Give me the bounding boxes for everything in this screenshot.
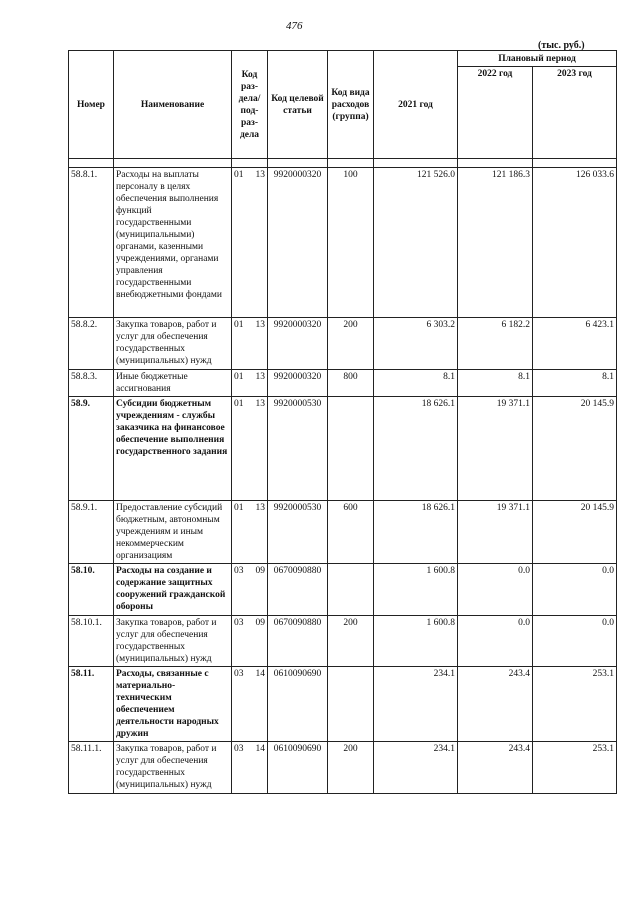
row-expense-type: 100 xyxy=(328,168,374,318)
header-name: Наименование xyxy=(114,51,232,159)
table-row xyxy=(69,501,617,564)
table-row xyxy=(69,564,617,616)
row-name: Предоставление субсидий бюджетным, автономным учреждениям и иным некоммерческим организациям xyxy=(114,501,232,564)
row-amount-2021: 121 526.0 xyxy=(374,168,458,318)
row-amount-2023: 253.1 xyxy=(533,742,617,794)
header-expense-type: Код вида расходов (группа) xyxy=(328,51,374,159)
row-amount-2022: 6 182.2 xyxy=(458,318,533,370)
row-section-code xyxy=(232,742,268,794)
row-target-code: 0610090690 xyxy=(268,667,328,742)
header-section: Код раз-дела/ под-раз-дела xyxy=(232,51,268,159)
section-code: 01 xyxy=(234,503,244,513)
table-row xyxy=(69,370,617,397)
row-expense-type: 800 xyxy=(328,370,374,397)
table-row xyxy=(69,168,617,318)
header-2023: 2023 год xyxy=(533,67,617,159)
row-amount-2023: 20 145.9 xyxy=(533,501,617,564)
row-number: 58.9.1. xyxy=(69,501,114,564)
row-section-code xyxy=(232,318,268,370)
row-expense-type xyxy=(328,397,374,501)
row-section-code xyxy=(232,667,268,742)
row-target-code: 9920000530 xyxy=(268,501,328,564)
row-amount-2021: 234.1 xyxy=(374,667,458,742)
page-number: 476 xyxy=(286,20,303,32)
section-code: 03 xyxy=(234,744,244,754)
row-amount-2023: 126 033.6 xyxy=(533,168,617,318)
row-amount-2023: 8.1 xyxy=(533,370,617,397)
row-amount-2022: 19 371.1 xyxy=(458,501,533,564)
table-row xyxy=(69,397,617,501)
row-section-code xyxy=(232,168,268,318)
subsection-code: 09 xyxy=(255,566,265,576)
subsection-code: 14 xyxy=(255,669,265,679)
row-section-code xyxy=(232,397,268,501)
table-spacer-row xyxy=(69,159,617,168)
section-code: 03 xyxy=(234,618,244,628)
row-number: 58.10. xyxy=(69,564,114,616)
row-expense-type: 600 xyxy=(328,501,374,564)
row-name: Субсидии бюджетным учреждениям - службы заказчика на финансовое обеспечение выполнения государственного задания xyxy=(114,397,232,501)
row-amount-2022: 0.0 xyxy=(458,564,533,616)
row-target-code: 0610090690 xyxy=(268,742,328,794)
row-number: 58.10.1. xyxy=(69,616,114,667)
row-expense-type: 200 xyxy=(328,616,374,667)
row-amount-2023: 20 145.9 xyxy=(533,397,617,501)
row-amount-2022: 121 186.3 xyxy=(458,168,533,318)
row-name: Закупка товаров, работ и услуг для обеспечения государственных (муниципальных) нужд xyxy=(114,742,232,794)
row-number: 58.9. xyxy=(69,397,114,501)
row-section-code xyxy=(232,564,268,616)
row-expense-type xyxy=(328,564,374,616)
row-number: 58.8.2. xyxy=(69,318,114,370)
row-target-code: 0670090880 xyxy=(268,564,328,616)
row-amount-2022: 0.0 xyxy=(458,616,533,667)
row-name: Расходы на создание и содержание защитных сооружений гражданской обороны xyxy=(114,564,232,616)
row-name: Иные бюджетные ассигнования xyxy=(114,370,232,397)
row-target-code: 0670090880 xyxy=(268,616,328,667)
row-amount-2021: 234.1 xyxy=(374,742,458,794)
row-expense-type xyxy=(328,667,374,742)
header-plan-period: Плановый период xyxy=(458,51,617,67)
row-expense-type: 200 xyxy=(328,742,374,794)
header-number: Номер xyxy=(69,51,114,159)
section-code: 03 xyxy=(234,566,244,576)
row-target-code: 9920000530 xyxy=(268,397,328,501)
section-code: 03 xyxy=(234,669,244,679)
row-section-code xyxy=(232,616,268,667)
subsection-code: 13 xyxy=(255,170,265,180)
table-row xyxy=(69,667,617,742)
row-section-code xyxy=(232,370,268,397)
row-name: Расходы на выплаты персоналу в целях обеспечения выполнения функций государственными (муниципальными) органами, казенными учреждениями, органами управления государственными внебюджетными фондами xyxy=(114,168,232,318)
row-amount-2021: 1 600.8 xyxy=(374,616,458,667)
row-amount-2022: 243.4 xyxy=(458,667,533,742)
table-row xyxy=(69,742,617,794)
table-row xyxy=(69,616,617,667)
row-amount-2021: 1 600.8 xyxy=(374,564,458,616)
row-target-code: 9920000320 xyxy=(268,168,328,318)
subsection-code: 13 xyxy=(255,399,265,409)
subsection-code: 09 xyxy=(255,618,265,628)
row-amount-2023: 253.1 xyxy=(533,667,617,742)
row-number: 58.8.3. xyxy=(69,370,114,397)
row-target-code: 9920000320 xyxy=(268,370,328,397)
units-label: (тыс. руб.) xyxy=(538,40,585,51)
section-code: 01 xyxy=(234,170,244,180)
row-number: 58.11. xyxy=(69,667,114,742)
header-2022: 2022 год xyxy=(458,67,533,159)
row-name: Закупка товаров, работ и услуг для обеспечения государственных (муниципальных) нужд xyxy=(114,318,232,370)
table-row xyxy=(69,318,617,370)
row-section-code xyxy=(232,501,268,564)
subsection-code: 13 xyxy=(255,320,265,330)
header-target: Код целевой статьи xyxy=(268,51,328,159)
row-amount-2022: 19 371.1 xyxy=(458,397,533,501)
row-number: 58.8.1. xyxy=(69,168,114,318)
row-amount-2021: 18 626.1 xyxy=(374,501,458,564)
row-name: Закупка товаров, работ и услуг для обеспечения государственных (муниципальных) нужд xyxy=(114,616,232,667)
row-amount-2023: 0.0 xyxy=(533,564,617,616)
row-target-code: 9920000320 xyxy=(268,318,328,370)
row-amount-2022: 243.4 xyxy=(458,742,533,794)
row-number: 58.11.1. xyxy=(69,742,114,794)
row-amount-2023: 0.0 xyxy=(533,616,617,667)
row-amount-2021: 8.1 xyxy=(374,370,458,397)
section-code: 01 xyxy=(234,372,244,382)
header-2021: 2021 год xyxy=(374,51,458,159)
row-amount-2021: 6 303.2 xyxy=(374,318,458,370)
budget-table xyxy=(68,50,617,794)
row-amount-2023: 6 423.1 xyxy=(533,318,617,370)
subsection-code: 13 xyxy=(255,372,265,382)
row-amount-2021: 18 626.1 xyxy=(374,397,458,501)
section-code: 01 xyxy=(234,320,244,330)
row-amount-2022: 8.1 xyxy=(458,370,533,397)
row-name: Расходы, связанные с материально-техническим обеспечением деятельности народных дружин xyxy=(114,667,232,742)
subsection-code: 14 xyxy=(255,744,265,754)
section-code: 01 xyxy=(234,399,244,409)
subsection-code: 13 xyxy=(255,503,265,513)
row-expense-type: 200 xyxy=(328,318,374,370)
